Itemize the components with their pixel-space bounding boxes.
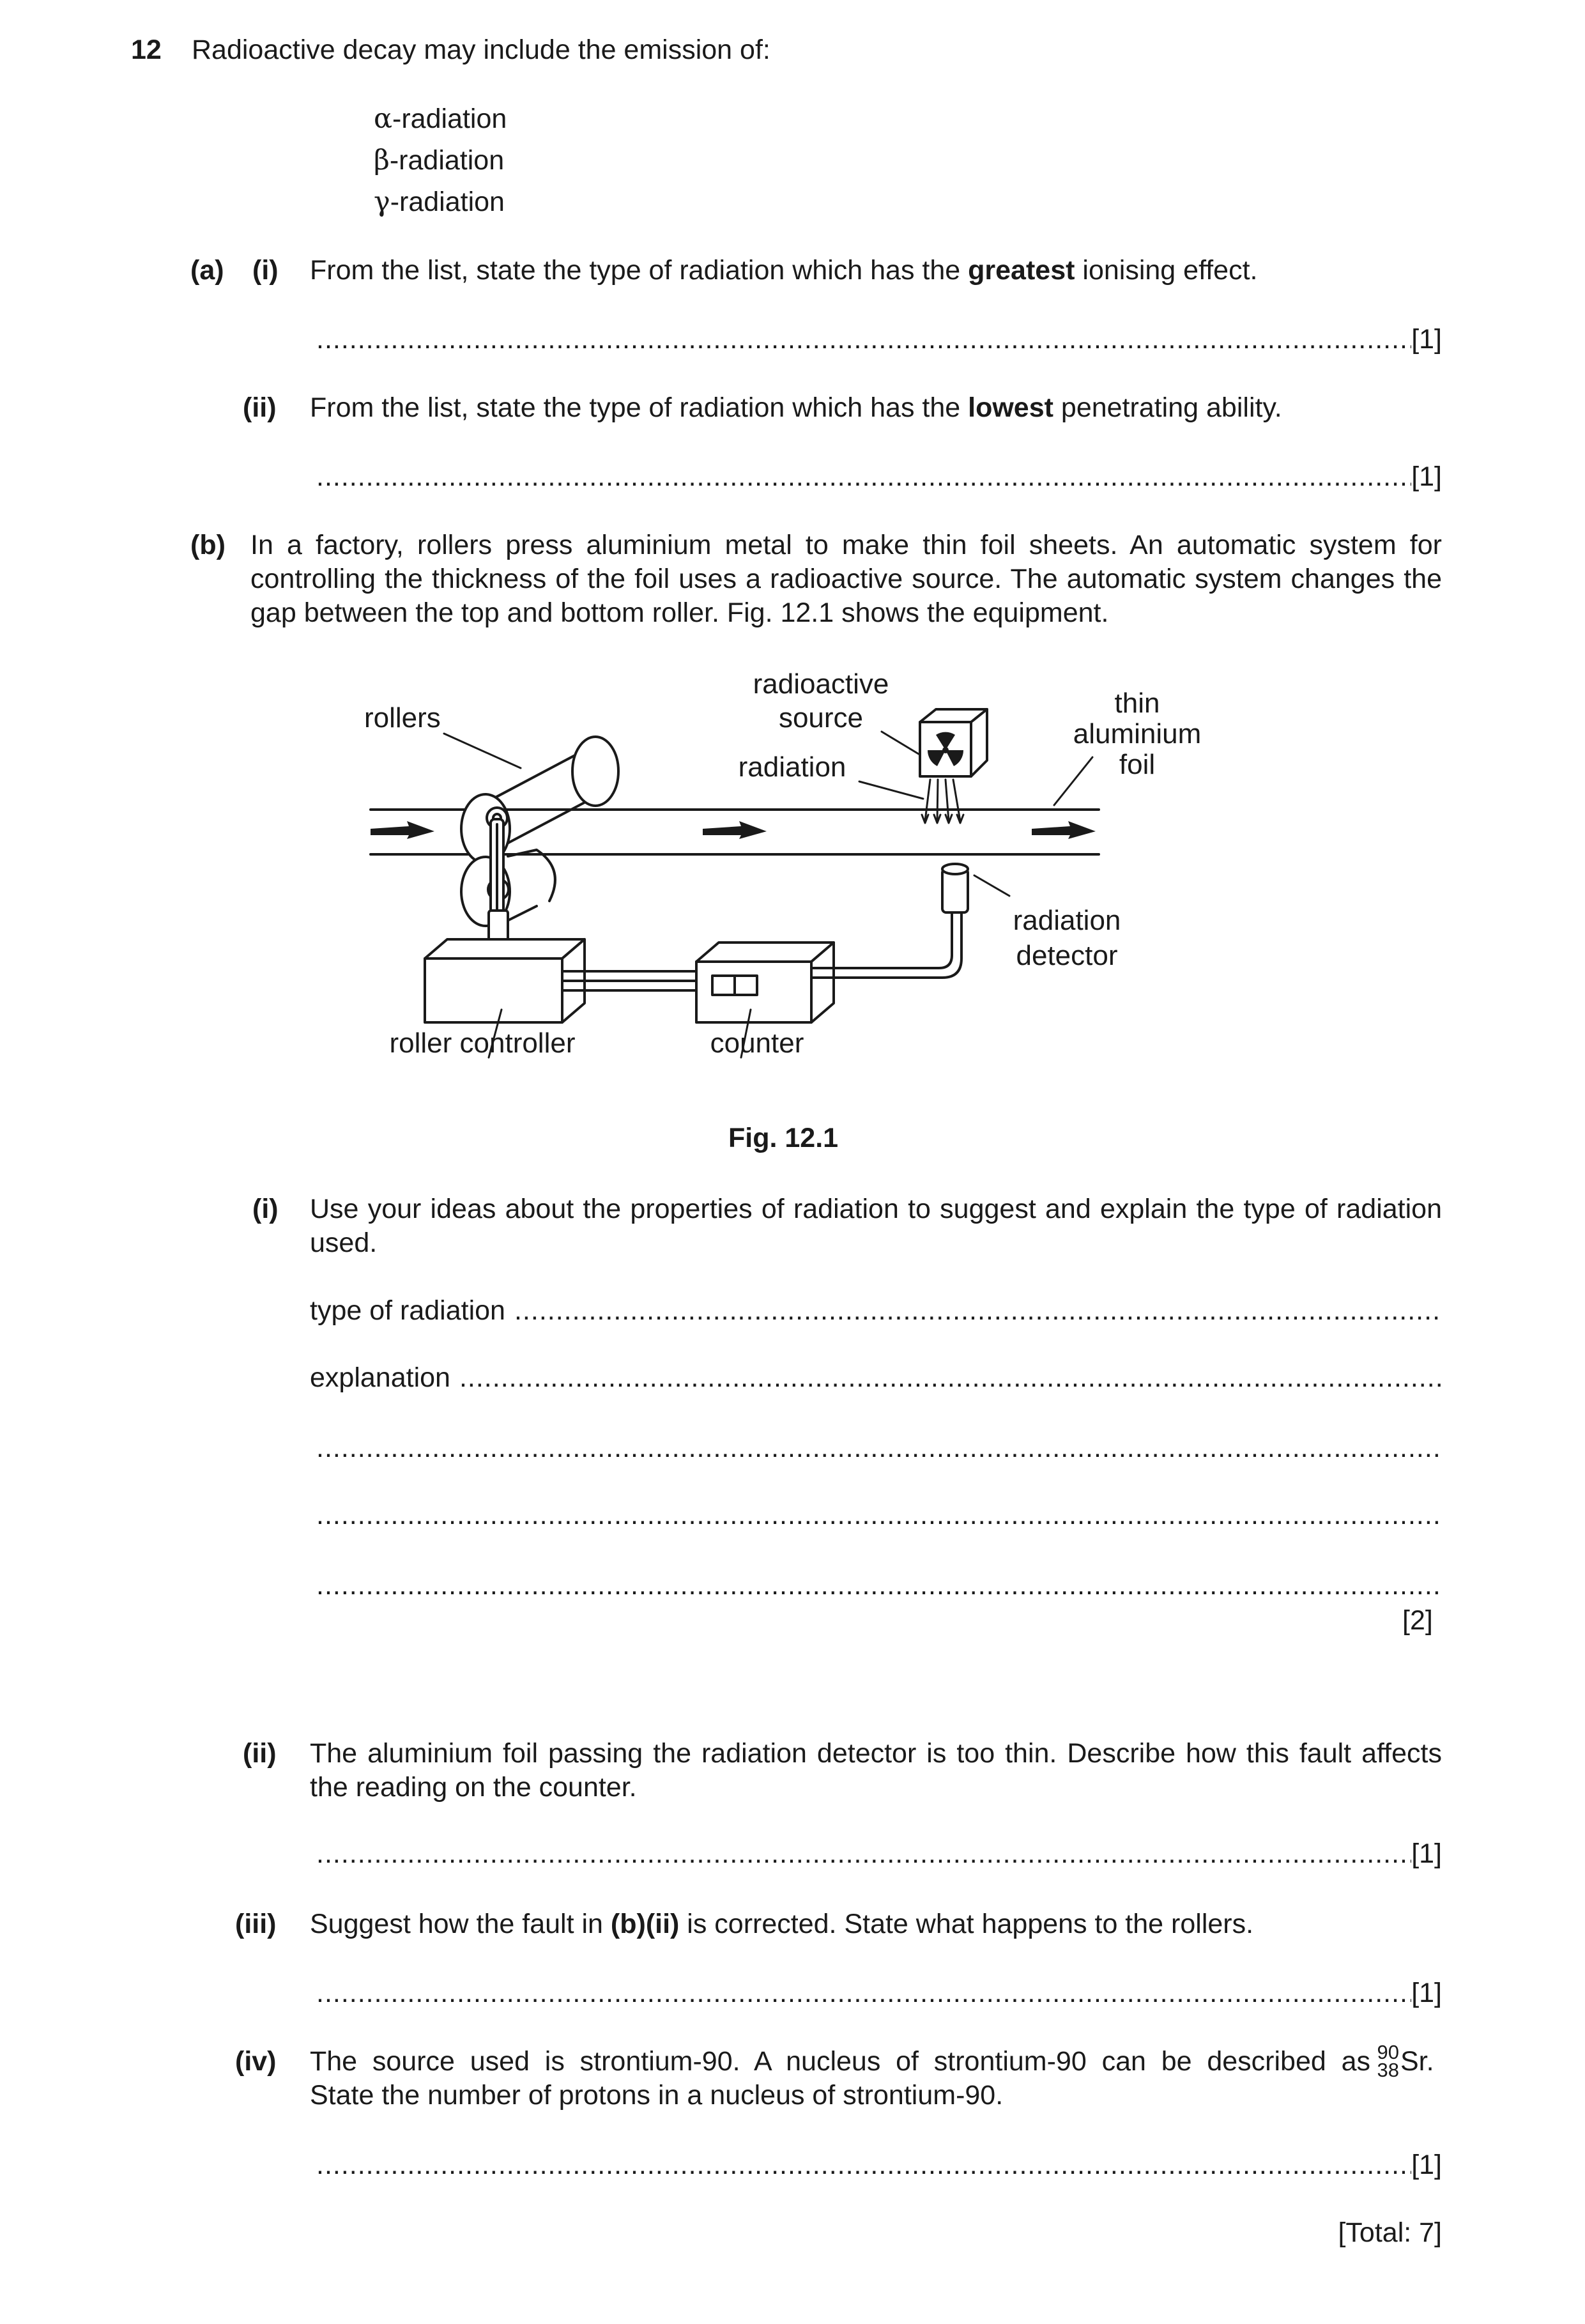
radiation-suffix: -radiation xyxy=(392,104,507,134)
label-radiation: radiation xyxy=(738,751,846,783)
mark: [1] xyxy=(1411,2150,1442,2180)
gamma-symbol: γ xyxy=(374,186,390,218)
atomic-number: 38 xyxy=(1377,2059,1399,2081)
part-b-i-text: Use your ideas about the properties of radiation to suggest and explain the type of radiation used. xyxy=(310,1194,1442,1258)
type-of-radiation-line[interactable] xyxy=(310,1294,1442,1327)
type-of-radiation-label: type of radiation xyxy=(310,1295,505,1326)
radioactive-source xyxy=(920,709,987,776)
part-a-ii-answer-line[interactable] xyxy=(316,460,1442,493)
part-b-i-label: (i) xyxy=(252,1194,279,1224)
part-b-ii-label: (ii) xyxy=(243,1738,277,1769)
question-stem: Radioactive decay may include the emission of: xyxy=(192,35,770,65)
explanation-line-4[interactable] xyxy=(316,1569,1442,1602)
label-radioactive: radioactive xyxy=(753,668,889,700)
element-symbol: Sr. xyxy=(1400,2046,1434,2077)
part-b-iv-label: (iv) xyxy=(235,2046,277,2077)
radiation-suffix: -radiation xyxy=(390,187,505,217)
beta-symbol: β xyxy=(374,144,390,176)
figure-12-1 xyxy=(345,658,1265,1080)
label-radiation-detector-2: detector xyxy=(1016,940,1118,971)
part-b-ii-answer-line[interactable] xyxy=(316,1837,1442,1870)
nuclide-notation xyxy=(1374,2041,1400,2081)
part-b-iii-answer-line[interactable] xyxy=(316,1976,1442,2010)
part-a-i-answer-line[interactable] xyxy=(316,323,1442,356)
label-roller-controller: roller controller xyxy=(389,1027,576,1059)
mass-number: 90 xyxy=(1377,2041,1399,2063)
alpha-symbol: α xyxy=(374,103,393,135)
radiation-list-item-beta xyxy=(374,144,504,177)
explanation-line-3[interactable] xyxy=(316,1498,1442,1532)
total-marks: [Total: 7] xyxy=(1338,2217,1442,2248)
label-source: source xyxy=(778,702,864,734)
part-a-label: (a) xyxy=(190,255,224,286)
part-a-ii-text: From the list, state the type of radiation which has the lowest penetrating ability. xyxy=(310,392,1282,423)
mark: [1] xyxy=(1411,461,1442,492)
label-aluminium: aluminium xyxy=(1073,718,1202,750)
part-b-iv-answer-line[interactable] xyxy=(316,2148,1442,2182)
mark: [1] xyxy=(1411,324,1442,355)
figure-caption: Fig. 12.1 xyxy=(728,1123,839,1153)
explanation-label: explanation xyxy=(310,1362,450,1393)
mark: [1] xyxy=(1411,1978,1442,2008)
explanation-line-2[interactable] xyxy=(316,1431,1442,1465)
part-b-iii-label: (iii) xyxy=(235,1909,277,1939)
part-b-i-mark: [2] xyxy=(1402,1605,1433,1636)
label-rollers: rollers xyxy=(364,702,441,734)
roller-controller-box xyxy=(425,939,585,1022)
label-thin: thin xyxy=(1114,688,1160,719)
strontium-isotope xyxy=(1374,2041,1434,2081)
radiation-detector xyxy=(942,864,968,912)
part-a-i-text: From the list, state the type of radiation which has the greatest ionising effect. xyxy=(310,255,1258,286)
label-foil: foil xyxy=(1119,749,1156,780)
counter-box xyxy=(696,943,834,1022)
label-counter: counter xyxy=(710,1027,804,1059)
part-a-ii-label: (ii) xyxy=(243,392,277,423)
part-b-iv-line2: State the number of protons in a nucleus of strontium-90. xyxy=(310,2080,1004,2111)
part-b-iii-text: Suggest how the fault in (b)(ii) is corrected. State what happens to the rollers. xyxy=(310,1909,1254,1939)
radiation-suffix: -radiation xyxy=(389,145,505,176)
label-radiation-detector-1: radiation xyxy=(1013,905,1121,936)
part-b-intro: In a factory, rollers press aluminium metal to make thin foil sheets. An automatic system for controlling the thickness of the foil uses a radioactive source. The automatic system changes the gap between the top and bottom roller. Fig. 12.1 shows the equipment. xyxy=(250,530,1442,628)
radiation-list-item-alpha xyxy=(374,102,507,135)
question-number: 12 xyxy=(131,35,162,65)
part-a-i-label: (i) xyxy=(252,255,279,286)
radiation-list-item-gamma xyxy=(374,185,505,219)
part-b-label: (b) xyxy=(190,530,226,560)
part-b-ii-text: The aluminium foil passing the radiation detector is too thin. Describe how this fault affects the reading on the counter. xyxy=(310,1738,1442,1803)
explanation-line[interactable] xyxy=(310,1361,1442,1394)
top-roller xyxy=(461,737,618,863)
part-b-iv-line1: The source used is strontium-90. A nucleus of strontium-90 can be described as xyxy=(310,2046,1370,2077)
mark: [1] xyxy=(1411,1838,1442,1869)
radiation-arrows xyxy=(922,780,963,823)
